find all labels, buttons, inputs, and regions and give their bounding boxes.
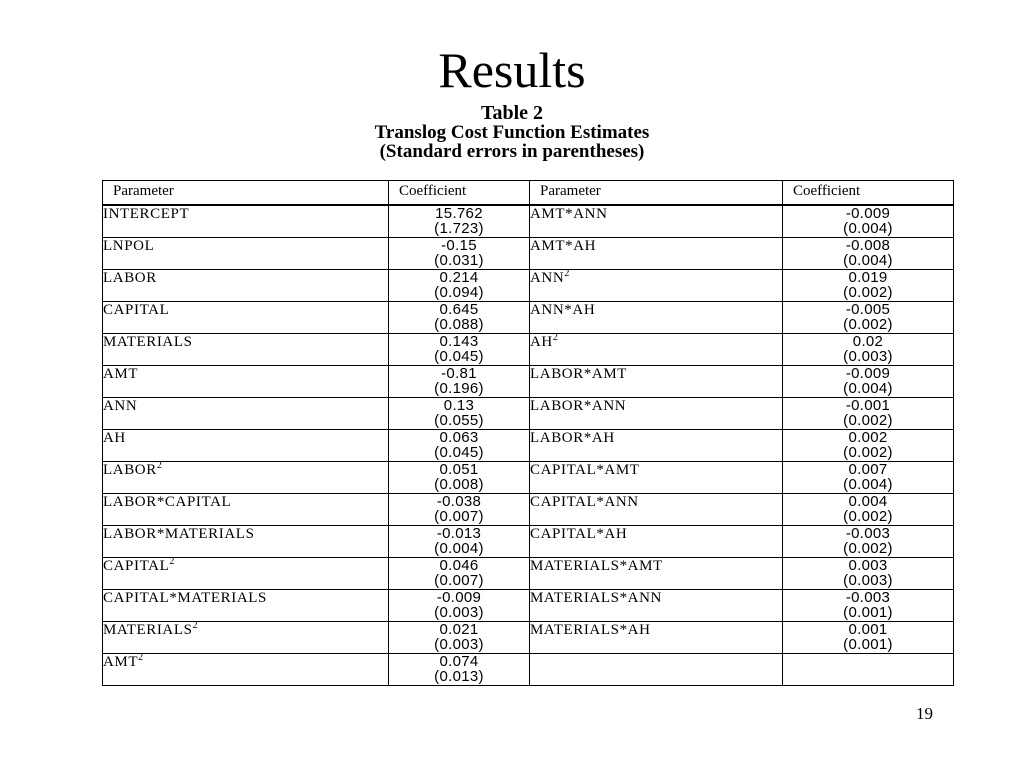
coefficient-right-standard-error: (0.002) [843,284,893,301]
table-row [103,494,954,526]
coefficient-left-standard-error: (1.723) [434,220,484,237]
parameter-left-text: AH [103,430,126,446]
coefficient-left-standard-error: (0.045) [434,444,484,461]
coefficient-left-standard-error: (0.094) [434,284,484,301]
page-number: 19 [916,704,933,723]
parameter-left-text: MATERIALS [103,622,193,638]
coefficient-right-standard-error: (0.002) [843,508,893,525]
parameter-left-text: CAPITAL [103,302,170,318]
table-row [103,205,954,238]
coefficient-left [389,654,530,686]
header-parameter-right: Parameter [530,181,783,206]
coefficient-right-standard-error: (0.002) [843,444,893,461]
coefficient-left [389,205,530,238]
parameter-right [530,205,783,238]
parameter-left [103,558,389,590]
parameter-left [103,622,389,654]
parameter-left-exponent: 2 [156,460,163,471]
parameter-right [530,590,783,622]
coefficient-right [783,526,954,558]
parameter-left-text: INTERCEPT [103,206,190,222]
coefficient-right-estimate: 0.002 [848,429,888,446]
coefficient-right [783,558,954,590]
coefficient-right-standard-error: (0.003) [843,348,893,365]
table-caption-note: (Standard errors in parentheses) [379,141,645,162]
parameter-left-text: CAPITAL*MATERIALS [103,590,268,606]
parameter-left-text: MATERIALS [103,334,193,350]
parameter-left [103,430,389,462]
coefficient-left [389,334,530,366]
coefficient-left [389,526,530,558]
parameter-right-text: MATERIALS*AH [530,622,651,638]
parameter-right-text: AH [530,334,553,350]
coefficient-left [389,302,530,334]
parameter-left [103,238,389,270]
coefficient-right-estimate: 0.007 [848,461,888,478]
parameter-right-exponent: 2 [552,332,559,343]
coefficient-left-estimate: 0.143 [439,333,479,350]
coefficient-right-estimate: 0.004 [848,493,888,510]
table-row [103,590,954,622]
coefficient-left-estimate: 15.762 [435,205,483,222]
coefficient-right-estimate: -0.001 [845,397,891,414]
table-row [103,654,954,686]
coefficient-right [783,334,954,366]
coefficient-right-standard-error: (0.001) [843,636,893,653]
table-row [103,334,954,366]
coefficient-left-estimate: 0.13 [443,397,475,414]
coefficient-left [389,398,530,430]
parameter-left [103,494,389,526]
coefficient-right-estimate: -0.003 [845,525,891,542]
parameter-right [530,494,783,526]
parameter-right [530,398,783,430]
coefficient-left-estimate: -0.009 [436,589,482,606]
parameter-right [530,430,783,462]
coefficient-right-estimate: 0.001 [848,621,888,638]
coefficient-right-estimate: -0.008 [845,237,891,254]
table-row [103,526,954,558]
parameter-right-text: LABOR*AH [530,430,615,446]
parameter-right-text: ANN*AH [530,302,596,318]
coefficient-right [783,494,954,526]
slide-title: Results [438,42,586,98]
coefficient-left-estimate: 0.063 [439,429,479,446]
coefficient-left-standard-error: (0.008) [434,476,484,493]
parameter-left-text: LABOR*MATERIALS [103,526,255,542]
parameter-left-text: AMT [103,366,139,382]
coefficient-left-estimate: 0.051 [439,461,479,478]
coefficient-left-standard-error: (0.003) [434,636,484,653]
parameter-right-text: MATERIALS*AMT [530,558,663,574]
coefficient-right [783,590,954,622]
coefficient-left-standard-error: (0.196) [434,380,484,397]
parameter-left-text: LABOR [103,270,157,286]
parameter-right-text: CAPITAL*AMT [530,462,640,478]
parameter-right-text: LABOR*AMT [530,366,628,382]
coefficient-right [783,462,954,494]
coefficient-left [389,462,530,494]
coefficient-left-estimate: 0.021 [439,621,479,638]
parameter-right [530,334,783,366]
parameter-left [103,590,389,622]
parameter-left-text: LNPOL [103,238,155,254]
parameter-right [530,238,783,270]
table-body [103,205,954,686]
estimates-table [102,180,954,686]
coefficient-left-standard-error: (0.045) [434,348,484,365]
parameter-left [103,334,389,366]
parameter-left-text: CAPITAL [103,558,170,574]
coefficient-left-estimate: 0.074 [439,653,479,670]
coefficient-left-standard-error: (0.055) [434,412,484,429]
table-caption-subtitle: Translog Cost Function Estimates [374,122,650,143]
coefficient-right-estimate: 0.019 [848,269,888,286]
coefficient-right-estimate: 0.02 [852,333,884,350]
parameter-right-text: LABOR*ANN [530,398,627,414]
coefficient-right [783,366,954,398]
coefficient-right-standard-error: (0.004) [843,380,893,397]
coefficient-right [783,205,954,238]
parameter-left [103,302,389,334]
parameter-left-text: ANN [103,398,138,414]
parameter-right-text: CAPITAL*ANN [530,494,639,510]
coefficient-left-standard-error: (0.007) [434,508,484,525]
table-row [103,398,954,430]
parameter-left-text: AMT [103,654,139,670]
coefficient-right-estimate: -0.009 [845,205,891,222]
coefficient-left-estimate: -0.013 [436,525,482,542]
coefficient-right-standard-error: (0.003) [843,572,893,589]
coefficient-left [389,430,530,462]
coefficient-left [389,590,530,622]
coefficient-left [389,270,530,302]
parameter-left-text: LABOR [103,462,157,478]
coefficient-right-standard-error: (0.002) [843,412,893,429]
table-row [103,462,954,494]
coefficient-left-estimate: 0.046 [439,557,479,574]
parameter-left [103,270,389,302]
parameter-right-text: AMT*AH [530,238,597,254]
coefficient-right-standard-error: (0.004) [843,252,893,269]
parameter-right [530,622,783,654]
coefficient-left [389,366,530,398]
coefficient-right [783,430,954,462]
parameter-left-exponent: 2 [169,556,175,567]
coefficient-right [783,398,954,430]
table-row [103,238,954,270]
parameter-left [103,462,389,494]
coefficient-left-standard-error: (0.031) [434,252,484,269]
coefficient-left-standard-error: (0.013) [434,668,484,685]
parameter-right [530,526,783,558]
parameter-right [530,462,783,494]
coefficient-left [389,558,530,590]
parameter-right-exponent: 2 [564,268,570,279]
table-caption [0,104,1024,161]
parameter-right-text: AMT*ANN [530,206,608,222]
parameter-left [103,398,389,430]
table-row [103,430,954,462]
coefficient-right-estimate: -0.003 [845,589,891,606]
table-row [103,622,954,654]
table-caption-title: Table 2 [480,102,544,124]
parameter-right [530,270,783,302]
parameter-left [103,526,389,558]
table-row [103,366,954,398]
parameter-right [530,366,783,398]
coefficient-left-standard-error: (0.003) [434,604,484,621]
parameter-left [103,654,389,686]
parameter-right-text: CAPITAL*AH [530,526,628,542]
coefficient-right [783,270,954,302]
coefficient-left [389,238,530,270]
parameter-left-text: LABOR*CAPITAL [103,494,232,510]
coefficient-left-standard-error: (0.004) [434,540,484,557]
table-header-row [103,181,954,206]
coefficient-right-standard-error: (0.002) [843,540,893,557]
coefficient-left [389,622,530,654]
parameter-right [530,302,783,334]
coefficient-left-estimate: -0.15 [441,237,477,254]
coefficient-right-standard-error: (0.004) [843,220,893,237]
table-row [103,302,954,334]
table-row [103,270,954,302]
coefficient-right-standard-error: (0.004) [843,476,893,493]
coefficient-right-standard-error: (0.002) [843,316,893,333]
parameter-right [530,558,783,590]
header-coefficient-left: Coefficient [389,181,530,206]
parameter-right [530,654,783,686]
coefficient-left-estimate: 0.214 [439,269,479,286]
coefficient-left-estimate: -0.81 [441,365,477,382]
coefficient-right [783,238,954,270]
coefficient-right-estimate: 0.003 [848,557,888,574]
parameter-right-text: MATERIALS*ANN [530,590,662,606]
coefficient-right-standard-error: (0.001) [843,604,893,621]
header-parameter-left: Parameter [103,181,389,206]
table-row [103,558,954,590]
coefficient-right [783,302,954,334]
parameter-left [103,205,389,238]
coefficient-left-estimate: -0.038 [436,493,482,510]
coefficient-right [783,654,954,686]
parameter-left-exponent: 2 [192,620,199,631]
coefficient-right-estimate: -0.009 [845,365,891,382]
coefficient-right-estimate: -0.005 [845,301,891,318]
header-coefficient-right: Coefficient [783,181,954,206]
parameter-left [103,366,389,398]
coefficient-left-standard-error: (0.088) [434,316,484,333]
coefficient-right [783,622,954,654]
coefficient-left-standard-error: (0.007) [434,572,484,589]
coefficient-left [389,494,530,526]
coefficient-left-estimate: 0.645 [439,301,479,318]
parameter-left-exponent: 2 [138,652,144,663]
parameter-right-text: ANN [530,270,565,286]
